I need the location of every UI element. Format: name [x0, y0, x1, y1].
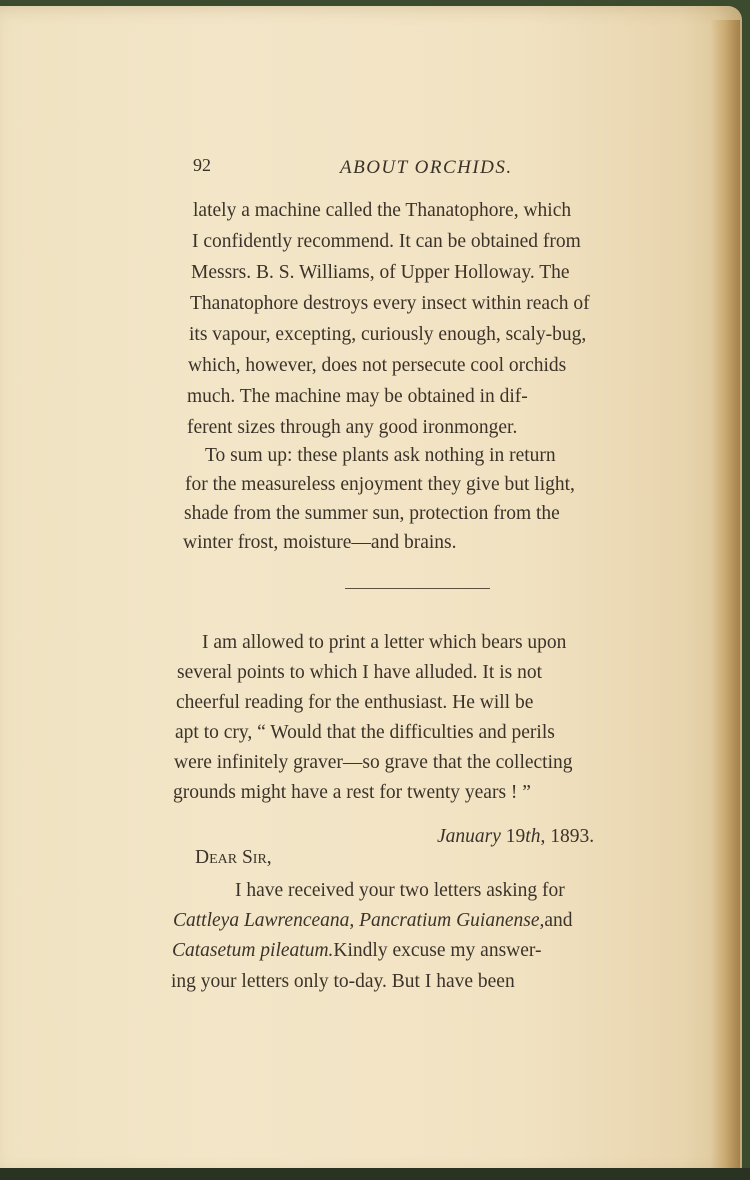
text-line: several points to which I have alluded. It is not	[177, 662, 542, 683]
text-line: its vapour, excepting, curiously enough, scaly-bug,	[189, 324, 587, 345]
page-header	[0, 155, 750, 185]
bottom-shadow	[0, 1168, 750, 1180]
text-line: winter frost, moisture—and brains.	[183, 532, 457, 553]
text-line: Messrs. B. S. Williams, of Upper Holloway. The	[191, 262, 570, 283]
text-line: I am allowed to print a letter which bears upon	[202, 632, 567, 653]
page-number: 92	[193, 155, 211, 175]
letter-salutation: Dear Sir,	[195, 847, 272, 868]
text-line: for the measureless enjoyment they give but light,	[185, 474, 575, 495]
text-line: Catasetum pileatum.Kindly excuse my answer-	[172, 940, 542, 961]
text-line: apt to cry, “ Would that the difficulties and perils	[175, 722, 555, 743]
text-line: I confidently recommend. It can be obtained from	[192, 231, 581, 252]
section-divider	[345, 588, 490, 589]
text-line: ing your letters only to-day. But I have been	[171, 971, 515, 992]
text-line: grounds might have a rest for twenty years ! ”	[173, 782, 531, 803]
text-line: Thanatophore destroys every insect within reach of	[190, 293, 590, 314]
letter-date: January 19th, 1893.	[437, 826, 595, 847]
text-line: which, however, does not persecute cool orchids	[188, 355, 567, 376]
text-line: ferent sizes through any good ironmonger.	[187, 417, 518, 438]
text-line: lately a machine called the Thanatophore, which	[193, 200, 572, 221]
text-line: To sum up: these plants ask nothing in return	[205, 445, 556, 466]
text-line: Cattleya Lawrenceana, Pancratium Guianense,and	[173, 910, 573, 931]
text-line: were infinitely graver—so grave that the collecting	[174, 752, 573, 773]
page-edge	[710, 20, 740, 1170]
text-line: cheerful reading for the enthusiast. He will be	[176, 692, 534, 713]
text-line: much. The machine may be obtained in dif-	[187, 386, 528, 407]
running-head: ABOUT ORCHIDS.	[340, 157, 513, 178]
text-line: shade from the summer sun, protection from the	[184, 503, 560, 524]
text-line: I have received your two letters asking for	[235, 880, 565, 901]
